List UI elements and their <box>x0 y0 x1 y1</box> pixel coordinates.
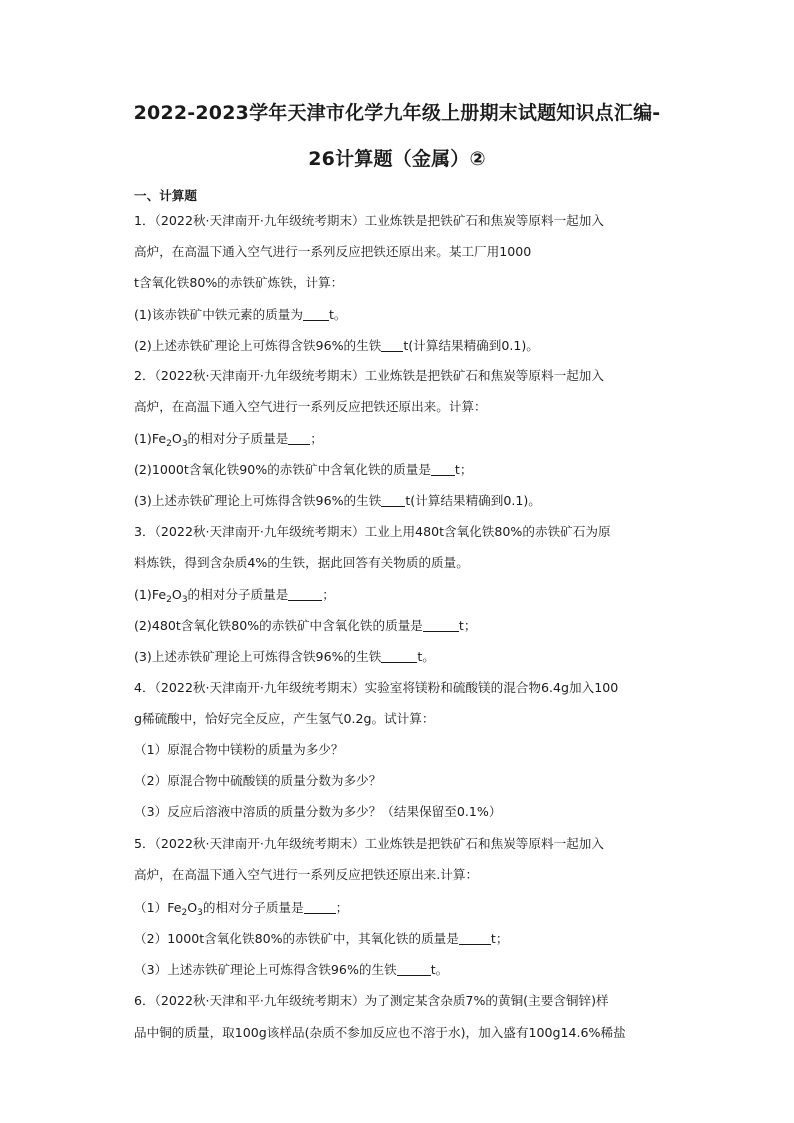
question-3-part-3: (3)上述赤铁矿理论上可炼得含铁96%的生铁 t。 <box>134 649 435 664</box>
question-2-line-2: 高炉，在高温下通入空气进行一系列反应把铁还原出来。计算： <box>134 399 487 414</box>
answer-blank <box>303 308 329 321</box>
answer-blank <box>381 339 403 352</box>
question-2-part-1: $(1)Fe_2O_3$的相对分子质量是 ； <box>134 431 323 449</box>
answer-blank <box>397 963 431 976</box>
question-5-part-3: （3）上述赤铁矿理论上可炼得含铁96%的生铁 t。 <box>134 962 449 977</box>
document-title-line-2: 26计算题（金属）② <box>308 148 486 170</box>
question-6-line-2: 品中铜的质量，取100g该样品(杂质不参加反应也不溶于水)，加入盛有100g14.6%稀盐 <box>134 1025 626 1040</box>
question-1-line-1: 1．（2022秋·天津南开·九年级统考期末）工业炼铁是把铁矿石和焦炭等原料一起加入 <box>134 213 604 228</box>
question-5-part-1: $(1)Fe_2O_3$的相对分子质量是 ； <box>134 900 349 918</box>
question-3-line-2: 料炼铁，得到含杂质4%的生铁，据此回答有关物质的质量。 <box>134 555 469 570</box>
question-4-line-2: g稀硫酸中，恰好完全反应，产生氢气0.2g。试计算： <box>134 711 435 726</box>
question-4-part-2: （2）原混合物中硫酸镁的质量分数为多少？ <box>134 773 382 788</box>
answer-blank <box>288 432 310 445</box>
question-1-line-2: 高炉，在高温下通入空气进行一系列反应把铁还原出来。某工厂用1000 <box>134 244 532 259</box>
question-1-part-2: (2)上述赤铁矿理论上可炼得含铁96%的生铁 t(计算结果精确到0.1)。 <box>134 338 539 353</box>
question-5-line-2: 高炉，在高温下通入空气进行一系列反应把铁还原出来.计算： <box>134 867 479 882</box>
question-4-part-1: （1）原混合物中镁粉的质量为多少？ <box>134 742 344 757</box>
answer-blank <box>304 901 336 914</box>
question-2-part-2: (2)1000t含氧化铁90%的赤铁矿中含氧化铁的质量是 t； <box>134 462 473 477</box>
answer-blank <box>381 494 405 507</box>
question-3-part-2: (2)480t含氧化铁80%的赤铁矿中含氧化铁的质量是 t； <box>134 618 477 633</box>
question-1-line-3: t含氧化铁80%的赤铁矿炼铁，计算： <box>134 275 344 290</box>
question-1-part-1: (1)该赤铁矿中铁元素的质量为 t。 <box>134 307 347 322</box>
answer-blank <box>381 650 417 663</box>
question-2-line-1: 2．（2022秋·天津南开·九年级统考期末）工业炼铁是把铁矿石和焦炭等原料一起加入 <box>134 368 604 383</box>
answer-blank <box>288 588 322 601</box>
answer-blank <box>431 463 455 476</box>
question-5-part-2: （2）1000t含氧化铁80%的赤铁矿中，其氧化铁的质量是 t； <box>134 931 509 946</box>
question-6-line-1: 6．（2022秋·天津和平·九年级统考期末）为了测定某含杂质7%的黄铜(主要含铜锌)样 <box>134 993 609 1008</box>
question-4-part-3: （3）反应后溶液中溶质的质量分数为多少？（结果保留至0.1%） <box>134 804 502 819</box>
answer-blank <box>459 932 491 945</box>
question-4-line-1: 4．（2022秋·天津南开·九年级统考期末）实验室将镁粉和硫酸镁的混合物6.4g加入100 <box>134 680 619 695</box>
question-2-part-3: (3)上述赤铁矿理论上可炼得含铁96%的生铁 t(计算结果精确到0.1)。 <box>134 493 541 508</box>
question-3-part-1: $(1)Fe_2O_3$的相对分子质量是 ； <box>134 587 335 605</box>
question-3-line-1: 3．（2022秋·天津南开·九年级统考期末）工业上用480t含氧化铁80%的赤铁矿石为原 <box>134 524 611 539</box>
question-5-line-1: 5．（2022秋·天津南开·九年级统考期末）工业炼铁是把铁矿石和焦炭等原料一起加入 <box>134 836 604 851</box>
answer-blank <box>423 619 459 632</box>
document-title-line-1: 2022-2023学年天津市化学九年级上册期末试题知识点汇编- <box>133 102 661 124</box>
section-heading: 一、计算题 <box>134 188 197 203</box>
